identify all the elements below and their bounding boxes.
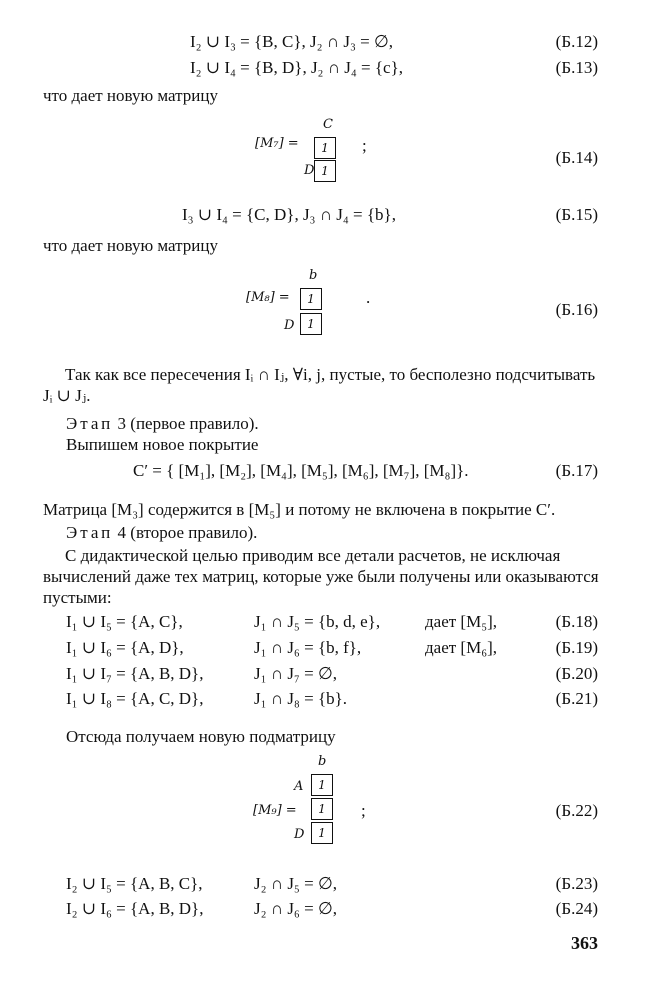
matrix-cell: 1 (300, 288, 322, 310)
stage-word: Этап (66, 523, 114, 542)
equation-number: (Б.21) (555, 689, 598, 708)
equation-number: (Б.16) (555, 300, 598, 319)
matrix-cell: 1 (314, 160, 336, 182)
equation-b13: I₂ ∪ I₄ = {B, D}, J₂ ∩ J₄ = {c}, (190, 58, 404, 77)
equation-number: (Б.20) (555, 664, 598, 683)
equation-number: (Б.22) (555, 801, 598, 820)
matrix-row-label: D (294, 827, 305, 842)
matrix-cell: 1 (311, 822, 333, 844)
paragraph-didactic: С дидактической целью приводим все детали расчетов, не исключая вычислений даже тех матриц, которые уже были получены или оказываются пустыми: (43, 546, 599, 607)
stage-3-heading (66, 414, 259, 434)
equation-number: (Б.17) (555, 461, 598, 480)
equation-number: (Б.14) (555, 148, 598, 167)
punctuation: ; (362, 136, 367, 155)
matrix-cell: 1 (314, 137, 336, 159)
matrix-row-label: D (284, 318, 295, 333)
stage-word: Этап (66, 414, 114, 433)
stage-rest: 4 (второе правило). (113, 523, 258, 542)
intersection-expression: J₁ ∩ J₇ = ∅, (254, 664, 338, 683)
matrix-row-label: A (294, 779, 304, 794)
intersection-expression: J₁ ∩ J₅ = {b, d, e}, (254, 612, 381, 631)
equation-b15: I₃ ∪ I₄ = {C, D}, J₃ ∩ J₄ = {b}, (182, 205, 396, 224)
union-expression: I₂ ∪ I₅ = {A, B, C}, (66, 874, 203, 893)
union-expression: I₂ ∪ I₆ = {A, B, D}, (66, 899, 204, 918)
punctuation: ; (361, 801, 366, 820)
union-expression: I₁ ∪ I₇ = {A, B, D}, (66, 664, 204, 683)
text-new-matrix: что дает новую матрицу (43, 236, 218, 255)
equation-number: (Б.19) (555, 638, 598, 657)
matrix-label: [M₈] = (246, 290, 290, 305)
punctuation: . (366, 288, 371, 307)
intersection-expression: J₂ ∩ J₅ = ∅, (254, 874, 338, 893)
matrix-label: [M₇] = (255, 136, 299, 151)
intersection-expression: J₂ ∩ J₆ = ∅, (254, 899, 338, 918)
matrix-col-label: b (309, 268, 318, 283)
union-expression: I₁ ∪ I₈ = {A, C, D}, (66, 689, 204, 708)
matrix-label: [M₉] = (253, 803, 297, 818)
matrix-col-label: b (318, 754, 327, 769)
stage-rest: 3 (первое правило). (113, 414, 259, 433)
equation-b17: C′ = { [M₁], [M₂], [M₄], [M₅], [M₆], [M₇], [M₈]}. (133, 461, 469, 480)
intersection-expression: J₁ ∩ J₆ = {b, f}, (254, 638, 362, 657)
matrix-cell: 1 (311, 774, 333, 796)
equation-number: (Б.23) (555, 874, 598, 893)
result-note: дает [M₅], (425, 612, 498, 631)
union-expression: I₁ ∪ I₅ = {A, C}, (66, 612, 183, 631)
union-expression: I₁ ∪ I₆ = {A, D}, (66, 638, 184, 657)
matrix-cell: 1 (300, 313, 322, 335)
result-note: дает [M₆], (425, 638, 498, 657)
text-new-matrix: что дает новую матрицу (43, 86, 218, 105)
paragraph-m3: Матрица [M₃] содержится в [M₅] и потому не включена в покрытие C′. (43, 500, 556, 519)
text-submatrix: Отсюда получаем новую подматрицу (66, 727, 336, 746)
paragraph-intersections: Так как все пересечения Iᵢ ∩ Iⱼ, ∀i, j, пустые, то бесполезно подсчитывать Jᵢ ∪ Jⱼ. (43, 365, 596, 405)
equation-number: (Б.13) (555, 58, 598, 77)
equation-b12: I₂ ∪ I₃ = {B, C}, J₂ ∩ J₃ = ∅, (190, 32, 394, 51)
matrix-row-label: D (304, 163, 315, 178)
matrix-cell: 1 (311, 798, 333, 820)
page-number: 363 (571, 933, 598, 953)
matrix-col-label: C (323, 117, 333, 132)
text-write-cover: Выпишем новое покрытие (66, 435, 259, 454)
equation-number: (Б.18) (555, 612, 598, 631)
intersection-expression: J₁ ∩ J₈ = {b}. (254, 689, 348, 708)
equation-number: (Б.12) (555, 32, 598, 51)
stage-4-heading (66, 523, 257, 543)
equation-number: (Б.24) (555, 899, 598, 918)
equation-number: (Б.15) (555, 205, 598, 224)
